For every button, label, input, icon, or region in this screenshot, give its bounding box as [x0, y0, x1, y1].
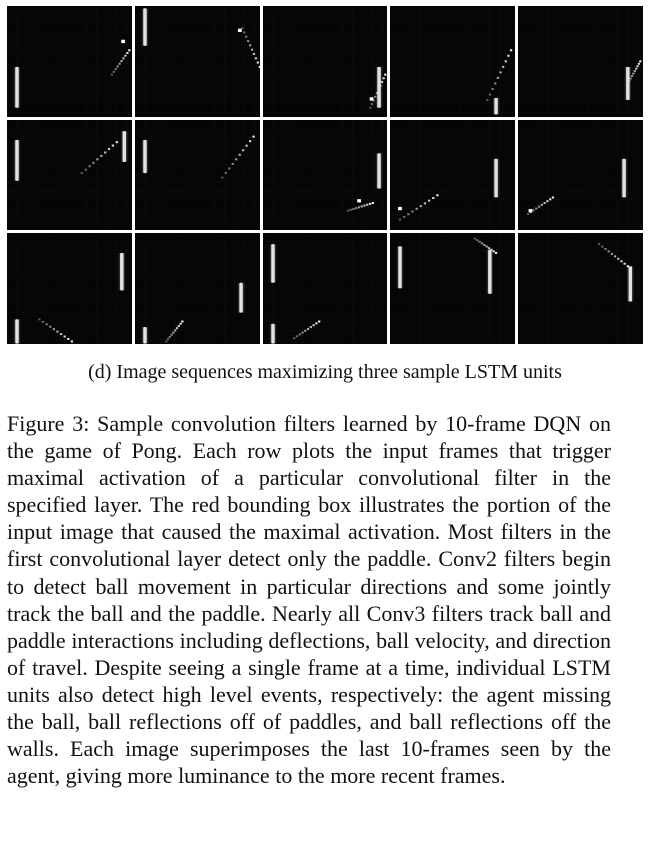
ball-trail-dot — [608, 251, 610, 253]
ball — [399, 207, 403, 210]
ball-trail-dot — [231, 163, 233, 165]
ball-trail-dot — [104, 151, 106, 153]
ball-trail-dot — [617, 258, 619, 260]
ball-trail-dot — [242, 149, 244, 151]
frame-image — [518, 233, 643, 344]
frame-cell-r1-c1 — [7, 6, 132, 117]
ball-trail-dot — [118, 63, 120, 65]
ball-trail-dot — [128, 49, 130, 51]
paddle-glow — [493, 98, 499, 115]
ball-trail-dot — [46, 324, 48, 326]
frame-cell-r2-c3 — [263, 120, 388, 231]
ball-trail-dot — [115, 68, 117, 70]
frame-image — [263, 6, 388, 117]
ball — [121, 40, 125, 43]
ball-trail-dot — [428, 199, 430, 201]
frame-cell-r2-c4 — [390, 120, 515, 231]
ball-trail-dot — [293, 337, 295, 339]
ball-trail-dot — [420, 205, 422, 207]
frame-cell-r2-c5 — [518, 120, 643, 231]
frame-cell-r3-c5 — [518, 233, 643, 344]
ball-trail-dot — [408, 213, 410, 215]
ball-trail-dot — [544, 202, 546, 204]
ball-trail-dot — [433, 197, 435, 199]
ball-trail-dot — [111, 74, 113, 76]
ball-trail-dot — [416, 207, 418, 209]
ball-trail-dot — [382, 77, 384, 79]
ball-trail-dot — [500, 71, 502, 73]
ball-trail-dot — [176, 327, 178, 329]
ball-trail-dot — [412, 210, 414, 212]
frame-cell-r2-c2 — [135, 120, 260, 231]
ball-trail-dot — [315, 323, 317, 325]
ball-trail-dot — [120, 60, 122, 62]
ball-trail-dot — [611, 253, 613, 255]
ball-trail-dot — [177, 325, 179, 327]
ball-trail-dot — [371, 202, 373, 204]
ball-trail-dot — [253, 53, 255, 55]
ball-trail-dot — [38, 319, 40, 321]
frame-cell-r3-c1 — [7, 233, 132, 344]
ball-trail-dot — [312, 325, 314, 327]
ball-trail-dot — [605, 248, 607, 250]
ball-trail-dot — [399, 218, 401, 220]
ball-trail-dot — [479, 241, 481, 243]
frame-cell-r3-c4 — [390, 233, 515, 344]
ball-trail-dot — [113, 71, 115, 73]
ball-trail-dot — [174, 330, 176, 332]
frame-cell-r1-c5 — [518, 6, 643, 117]
ball-trail-dot — [67, 338, 69, 340]
paddle-glow — [269, 324, 275, 344]
ball-trail-dot — [42, 321, 44, 323]
frame-image — [390, 6, 515, 117]
frame-image — [7, 233, 132, 344]
ball-trail-dot — [318, 321, 320, 323]
ball-trail-dot — [298, 334, 300, 336]
ball-trail-dot — [546, 200, 548, 202]
ball-trail-dot — [360, 205, 362, 207]
ball-trail-dot — [81, 172, 83, 174]
ball-trail-dot — [508, 55, 510, 57]
frame-cell-r1-c2 — [135, 6, 260, 117]
lstm-image-grid — [7, 6, 643, 344]
ball-trail-dot — [235, 158, 237, 160]
frame-cell-r3-c2 — [135, 233, 260, 344]
ball-trail-dot — [533, 209, 535, 211]
frame-image — [263, 233, 388, 344]
frame-image — [135, 6, 260, 117]
ball-trail-dot — [487, 99, 489, 101]
ball-trail-dot — [624, 263, 626, 265]
ball-trail-dot — [71, 341, 73, 343]
ball-trail-dot — [122, 57, 124, 59]
ball-trail-dot — [60, 333, 62, 335]
ball-trail-dot — [117, 65, 119, 67]
ball-trail-dot — [181, 321, 183, 323]
ball-trail-dot — [309, 326, 311, 328]
ball-trail-dot — [258, 66, 259, 68]
ball-trail-dot — [363, 204, 365, 206]
ball-trail-dot — [639, 60, 641, 62]
ball-trail-dot — [49, 326, 51, 328]
ball-trail-dot — [505, 60, 507, 62]
ball-trail-dot — [53, 328, 55, 330]
ball-trail-dot — [126, 52, 128, 54]
ball-trail-dot — [541, 204, 543, 206]
paddle-glow — [142, 327, 148, 344]
paddle-glow — [14, 67, 20, 108]
ball-trail-dot — [85, 168, 87, 170]
ball-trail-dot — [366, 203, 368, 205]
frame-image — [7, 120, 132, 231]
frame-image — [518, 120, 643, 231]
ball-trail-dot — [295, 336, 297, 338]
ball-trail-dot — [307, 328, 309, 330]
ball-trail-dot — [249, 140, 251, 142]
ball-trail-dot — [369, 203, 371, 205]
paddle-glow — [121, 131, 127, 162]
frame-cell-r3-c3 — [263, 233, 388, 344]
ball-trail-dot — [243, 31, 245, 33]
ball-trail-dot — [252, 135, 254, 137]
ball-trail-dot — [486, 246, 488, 248]
ball-trail-dot — [116, 141, 118, 143]
ball-trail-dot — [96, 158, 98, 160]
frame-image — [390, 233, 515, 344]
ball-trail-dot — [527, 213, 529, 215]
paddle-glow — [397, 247, 403, 289]
ball-trail-dot — [112, 144, 114, 146]
ball-trail-dot — [357, 206, 359, 208]
ball-trail-dot — [257, 62, 259, 64]
ball-trail-dot — [247, 40, 249, 42]
ball-trail-dot — [168, 336, 170, 338]
ball-trail-dot — [598, 243, 600, 245]
ball-trail-dot — [245, 144, 247, 146]
frame-image — [7, 6, 132, 117]
ball-trail-dot — [369, 107, 371, 109]
ball-trail-dot — [638, 63, 640, 65]
ball-trail-dot — [634, 70, 636, 72]
paddle-glow — [375, 67, 381, 108]
ball-trail-dot — [601, 246, 603, 248]
ball-trail-dot — [108, 148, 110, 150]
ball-trail-dot — [167, 339, 169, 341]
ball-trail-dot — [251, 49, 253, 51]
figure-caption-text: Figure 3: Sample convolution filters learned by 10-frame DQN on the game of Pong. Each row plots the input frames that trigger maximal activation of a particular convolutional filter in the specified layer. The red bounding box illustrates the portion of the input image that caused the maximal activation. Most filters in the first convolutional layer detect only the paddle. Conv2 filters begin to detect ball movement in particular directions and some jointly track the ball and the paddle. Nearly all Conv3 filters track ball and paddle interactions including deflections, ball velocity, and direction of travel. Despite seeing a single frame at a time, individual LSTM units also detect high level events, respectively: the agent missing the ball, ball reflections off of paddles, and ball reflections off the walls. Each image superimposes the last 10-frames seen by the agent, giving more luminance to the more recent frames. — [7, 411, 611, 789]
ball-trail-dot — [92, 161, 94, 163]
ball-trail-dot — [249, 44, 251, 46]
subfigure-caption: (d) Image sequences maximizing three sample LSTM units — [88, 361, 562, 383]
paddle-glow — [269, 244, 275, 283]
ball-trail-dot — [538, 205, 540, 207]
ball-trail-dot — [424, 202, 426, 204]
frame-image — [263, 120, 388, 231]
frame-image — [518, 6, 643, 117]
paddle-glow — [621, 158, 627, 197]
ball-trail-dot — [631, 75, 633, 77]
ball-trail-dot — [488, 247, 490, 249]
ball — [238, 29, 242, 32]
ball-trail-dot — [349, 209, 351, 211]
ball-trail-dot — [637, 65, 639, 67]
ball-trail-dot — [352, 208, 354, 210]
ball-trail-dot — [301, 332, 303, 334]
ball-trail-dot — [484, 244, 486, 246]
ball — [369, 97, 373, 100]
paddle-glow — [119, 253, 125, 291]
ball-trail-dot — [474, 238, 476, 240]
frame-image — [135, 233, 260, 344]
frame-image — [390, 120, 515, 231]
ball-trail-dot — [492, 88, 494, 90]
ball-trail-dot — [502, 66, 504, 68]
paddle-glow — [238, 283, 244, 313]
ball-trail-dot — [481, 243, 483, 245]
ball-trail-dot — [510, 49, 512, 51]
ball-trail-dot — [384, 74, 386, 76]
ball-trail-dot — [64, 336, 66, 338]
frame-image — [135, 120, 260, 231]
ball-trail-dot — [549, 198, 551, 200]
ball-trail-dot — [635, 68, 637, 70]
ball-trail-dot — [495, 82, 497, 84]
ball-trail-dot — [89, 165, 91, 167]
ball-trail-dot — [56, 331, 58, 333]
ball-trail-dot — [224, 172, 226, 174]
ball-trail-dot — [172, 332, 174, 334]
ball-trail-dot — [437, 194, 439, 196]
ball-trail-dot — [497, 77, 499, 79]
paddle-glow — [142, 8, 148, 46]
ball-trail-dot — [124, 55, 126, 57]
frame-cell-r1-c4 — [390, 6, 515, 117]
ball-trail-dot — [370, 103, 372, 105]
paddle-glow — [142, 140, 148, 173]
paddle-glow — [493, 158, 499, 197]
ball-trail-dot — [170, 334, 172, 336]
ball-trail-dot — [255, 57, 257, 59]
paddle-glow — [14, 140, 20, 181]
paddle-glow — [625, 67, 631, 100]
frame-cell-r1-c3 — [263, 6, 388, 117]
ball-trail-dot — [476, 239, 478, 241]
ball-trail-dot — [228, 167, 230, 169]
ball — [357, 199, 361, 202]
ball-trail-dot — [495, 252, 497, 254]
ball-trail-dot — [165, 341, 167, 343]
paddle-glow — [487, 250, 493, 294]
ball-trail-dot — [245, 36, 247, 38]
frame-cell-r2-c1 — [7, 120, 132, 231]
ball-trail-dot — [535, 207, 537, 209]
ball-trail-dot — [552, 196, 554, 198]
ball — [529, 209, 533, 212]
ball-trail-dot — [614, 256, 616, 258]
ball-trail-dot — [100, 155, 102, 157]
ball-trail-dot — [346, 209, 348, 211]
ball-trail-dot — [489, 94, 491, 96]
ball-trail-dot — [179, 323, 181, 325]
paddle-glow — [14, 320, 20, 344]
ball-trail-dot — [621, 261, 623, 263]
ball-trail-dot — [238, 153, 240, 155]
ball-trail-dot — [632, 73, 634, 75]
ball-trail-dot — [304, 330, 306, 332]
ball-trail-dot — [355, 207, 357, 209]
ball-trail-dot — [221, 176, 223, 178]
ball-trail-dot — [403, 216, 405, 218]
paddle-glow — [627, 267, 633, 302]
paddle-glow — [375, 153, 381, 188]
